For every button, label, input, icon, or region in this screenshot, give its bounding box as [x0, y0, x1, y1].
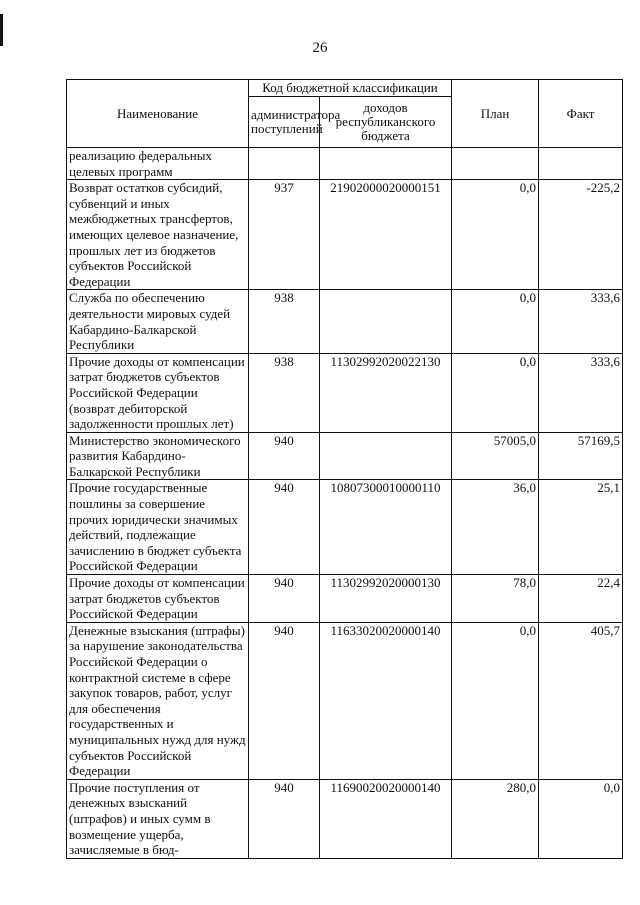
row-name: Министерство экономического развития Кабардино-Балкарской Республики: [67, 432, 249, 480]
row-name: реализацию федеральных целевых программ: [67, 148, 249, 180]
page-number: 26: [312, 40, 328, 56]
row-fact: 405,7: [539, 622, 623, 779]
header-code-group: Код бюджетной классификации: [249, 80, 452, 97]
row-fact: 333,6: [539, 290, 623, 353]
header-admin: администратора поступлений: [249, 97, 320, 148]
budget-table: [66, 79, 623, 859]
row-code: 11690020020000140: [320, 779, 452, 858]
row-fact: 333,6: [539, 353, 623, 432]
row-code: [320, 432, 452, 480]
header-revenue: доходов республиканского бюджета: [320, 97, 452, 148]
row-code: [320, 148, 452, 180]
row-code: 11302992020022130: [320, 353, 452, 432]
row-code: 21902000020000151: [320, 180, 452, 290]
row-name: Прочие доходы от компенсации затрат бюджетов субъектов Российской Федерации: [67, 575, 249, 623]
table-row: [67, 432, 623, 480]
row-plan: 0,0: [452, 180, 539, 290]
row-fact: 57169,5: [539, 432, 623, 480]
header-plan: План: [452, 80, 539, 148]
row-fact: 25,1: [539, 480, 623, 575]
row-admin: 940: [249, 480, 320, 575]
row-name: Денежные взыскания (штрафы) за нарушение законодательства Российской Федерации о контрактной системе в сфере закупок товаров, работ, услуг для обеспечения государственных и муниципальных нужд для нужд субъектов Российской Федерации: [67, 622, 249, 779]
row-admin: 940: [249, 575, 320, 623]
row-plan: [452, 148, 539, 180]
row-admin: 938: [249, 290, 320, 353]
table-row: [67, 148, 623, 180]
row-name: Возврат остатков субсидий, субвенций и иных межбюджетных трансфертов, имеющих целевое назначение, прошлых лет из бюджетов субъектов Российской Федерации: [67, 180, 249, 290]
header-fact: Факт: [539, 80, 623, 148]
table-row: [67, 575, 623, 623]
table-row: [67, 290, 623, 353]
table-row: [67, 480, 623, 575]
row-admin: [249, 148, 320, 180]
table-row: [67, 779, 623, 858]
row-plan: 0,0: [452, 353, 539, 432]
row-plan: 0,0: [452, 290, 539, 353]
table-row: [67, 180, 623, 290]
row-fact: 22,4: [539, 575, 623, 623]
row-name: Прочие поступления от денежных взысканий (штрафов) и иных сумм в возмещение ущерба, зачисляемые в бюд-: [67, 779, 249, 858]
row-admin: 940: [249, 622, 320, 779]
row-plan: 36,0: [452, 480, 539, 575]
row-admin: 940: [249, 432, 320, 480]
row-plan: 78,0: [452, 575, 539, 623]
row-plan: 0,0: [452, 622, 539, 779]
row-code: [320, 290, 452, 353]
table-row: [67, 353, 623, 432]
row-name: Прочие государственные пошлины за совершение прочих юридически значимых действий, подлежащие зачислению в бюджет субъекта Российской Федерации: [67, 480, 249, 575]
row-plan: 57005,0: [452, 432, 539, 480]
row-plan: 280,0: [452, 779, 539, 858]
row-admin: 937: [249, 180, 320, 290]
row-code: 10807300010000110: [320, 480, 452, 575]
row-fact: 0,0: [539, 779, 623, 858]
table-row: [67, 622, 623, 779]
row-code: 11302992020000130: [320, 575, 452, 623]
header-name: Наименование: [67, 80, 249, 148]
row-fact: -225,2: [539, 180, 623, 290]
row-fact: [539, 148, 623, 180]
row-name: Служба по обеспечению деятельности мировых судей Кабардино-Балкарской Республики: [67, 290, 249, 353]
row-admin: 938: [249, 353, 320, 432]
row-admin: 940: [249, 779, 320, 858]
row-name: Прочие доходы от компенсации затрат бюджетов субъектов Российской Федерации (возврат дебиторской задолженности прошлых лет): [67, 353, 249, 432]
row-code: 11633020020000140: [320, 622, 452, 779]
